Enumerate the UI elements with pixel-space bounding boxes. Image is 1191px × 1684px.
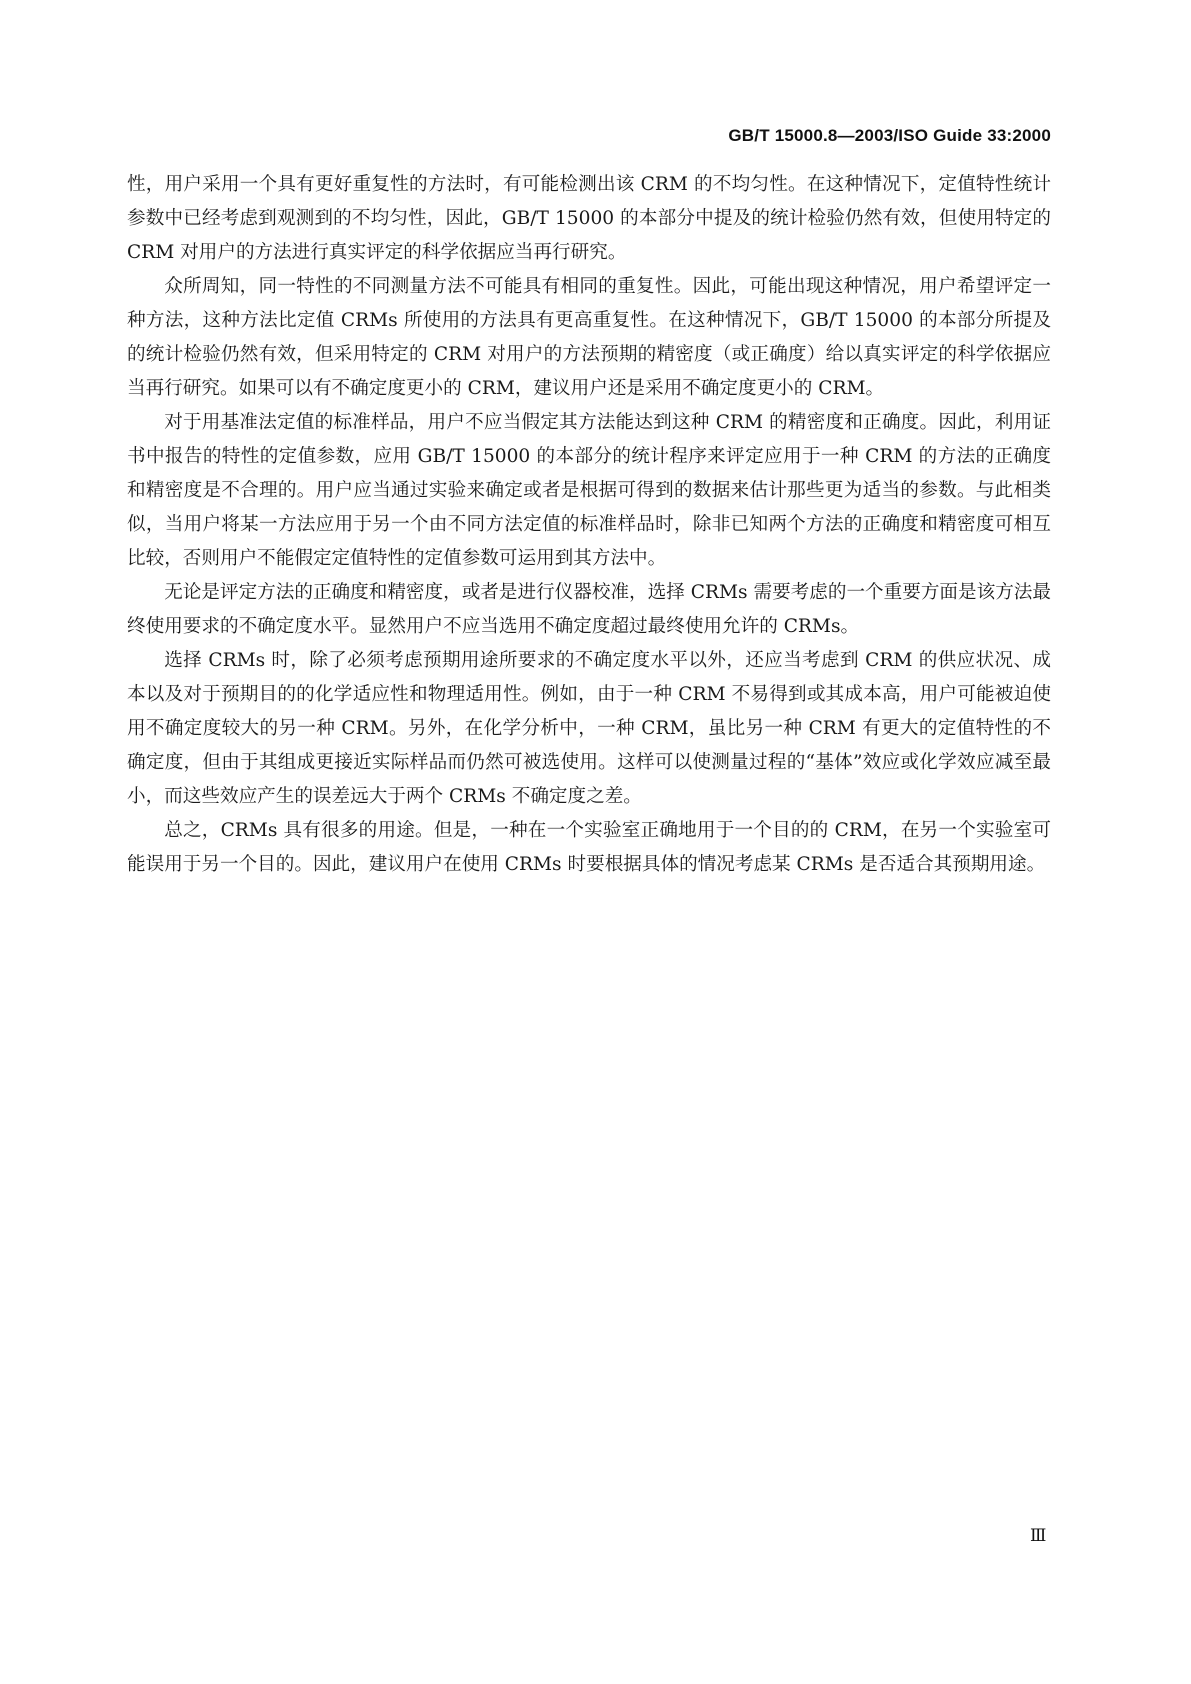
paragraph-primary-method: 对于用基准法定值的标准样品，用户不应当假定其方法能达到这种 CRM 的精密度和正确度。因此，利用证书中报告的特性的定值参数，应用 GB/T 15000 的本部分的统计程序来评定应用于一种 CRM 的方法的正确度和精密度是不合理的。用户应当通过实验来确定或者是根据可得到的数据来估计那些更为适当的参数。与此相类似，当用户将某一方法应用于另一个由不同方法定值的标准样品时，除非已知两个方法的正确度和精密度可相互比较，否则用户不能假定定值特性的定值参数可运用到其方法中。 — [127, 412, 1051, 569]
paragraph-summary: 总之，CRMs 具有很多的用途。但是，一种在一个实验室正确地用于一个目的的 CRM，在另一个实验室可能误用于另一个目的。因此，建议用户在使用 CRMs 时要根据具体的情况考虑某 CRMs 是否适合其预期用途。 — [127, 820, 1051, 875]
document-body — [127, 168, 1051, 882]
paragraph-uncertainty-level: 无论是评定方法的正确度和精密度，或者是进行仪器校准，选择 CRMs 需要考虑的一个重要方面是该方法最终使用要求的不确定度水平。显然用户不应当选用不确定度超过最终使用允许的 CRMs。 — [127, 582, 1051, 637]
page-number: Ⅲ — [1030, 1526, 1047, 1545]
paragraph-continuation: 性，用户采用一个具有更好重复性的方法时，有可能检测出该 CRM 的不均匀性。在这种情况下，定值特性统计参数中已经考虑到观测到的不均匀性，因此，GB/T 15000 的本部分中提及的统计检验仍然有效，但使用特定的 CRM 对用户的方法进行真实评定的科学依据应当再行研究。 — [127, 174, 1051, 263]
page-header-standard-code: GB/T 15000.8—2003/ISO Guide 33:2000 — [728, 126, 1051, 145]
paragraph-selection-criteria: 选择 CRMs 时，除了必须考虑预期用途所要求的不确定度水平以外，还应当考虑到 CRM 的供应状况、成本以及对于预期目的的化学适应性和物理适用性。例如，由于一种 CRM 不易得到或其成本高，用户可能被迫使用不确定度较大的另一种 CRM。另外，在化学分析中，一种 CRM，虽比另一种 CRM 有更大的定值特性的不确定度，但由于其组成更接近实际样品而仍然可被选使用。这样可以使测量过程的“基体”效应或化学效应减至最小，而这些效应产生的误差远大于两个 CRMs 不确定度之差。 — [127, 650, 1051, 807]
paragraph-repeatability: 众所周知，同一特性的不同测量方法不可能具有相同的重复性。因此，可能出现这种情况，用户希望评定一种方法，这种方法比定值 CRMs 所使用的方法具有更高重复性。在这种情况下，GB/T 15000 的本部分所提及的统计检验仍然有效，但采用特定的 CRM 对用户的方法预期的精密度（或正确度）给以真实评定的科学依据应当再行研究。如果可以有不确定度更小的 CRM，建议用户还是采用不确定度更小的 CRM。 — [127, 276, 1051, 399]
